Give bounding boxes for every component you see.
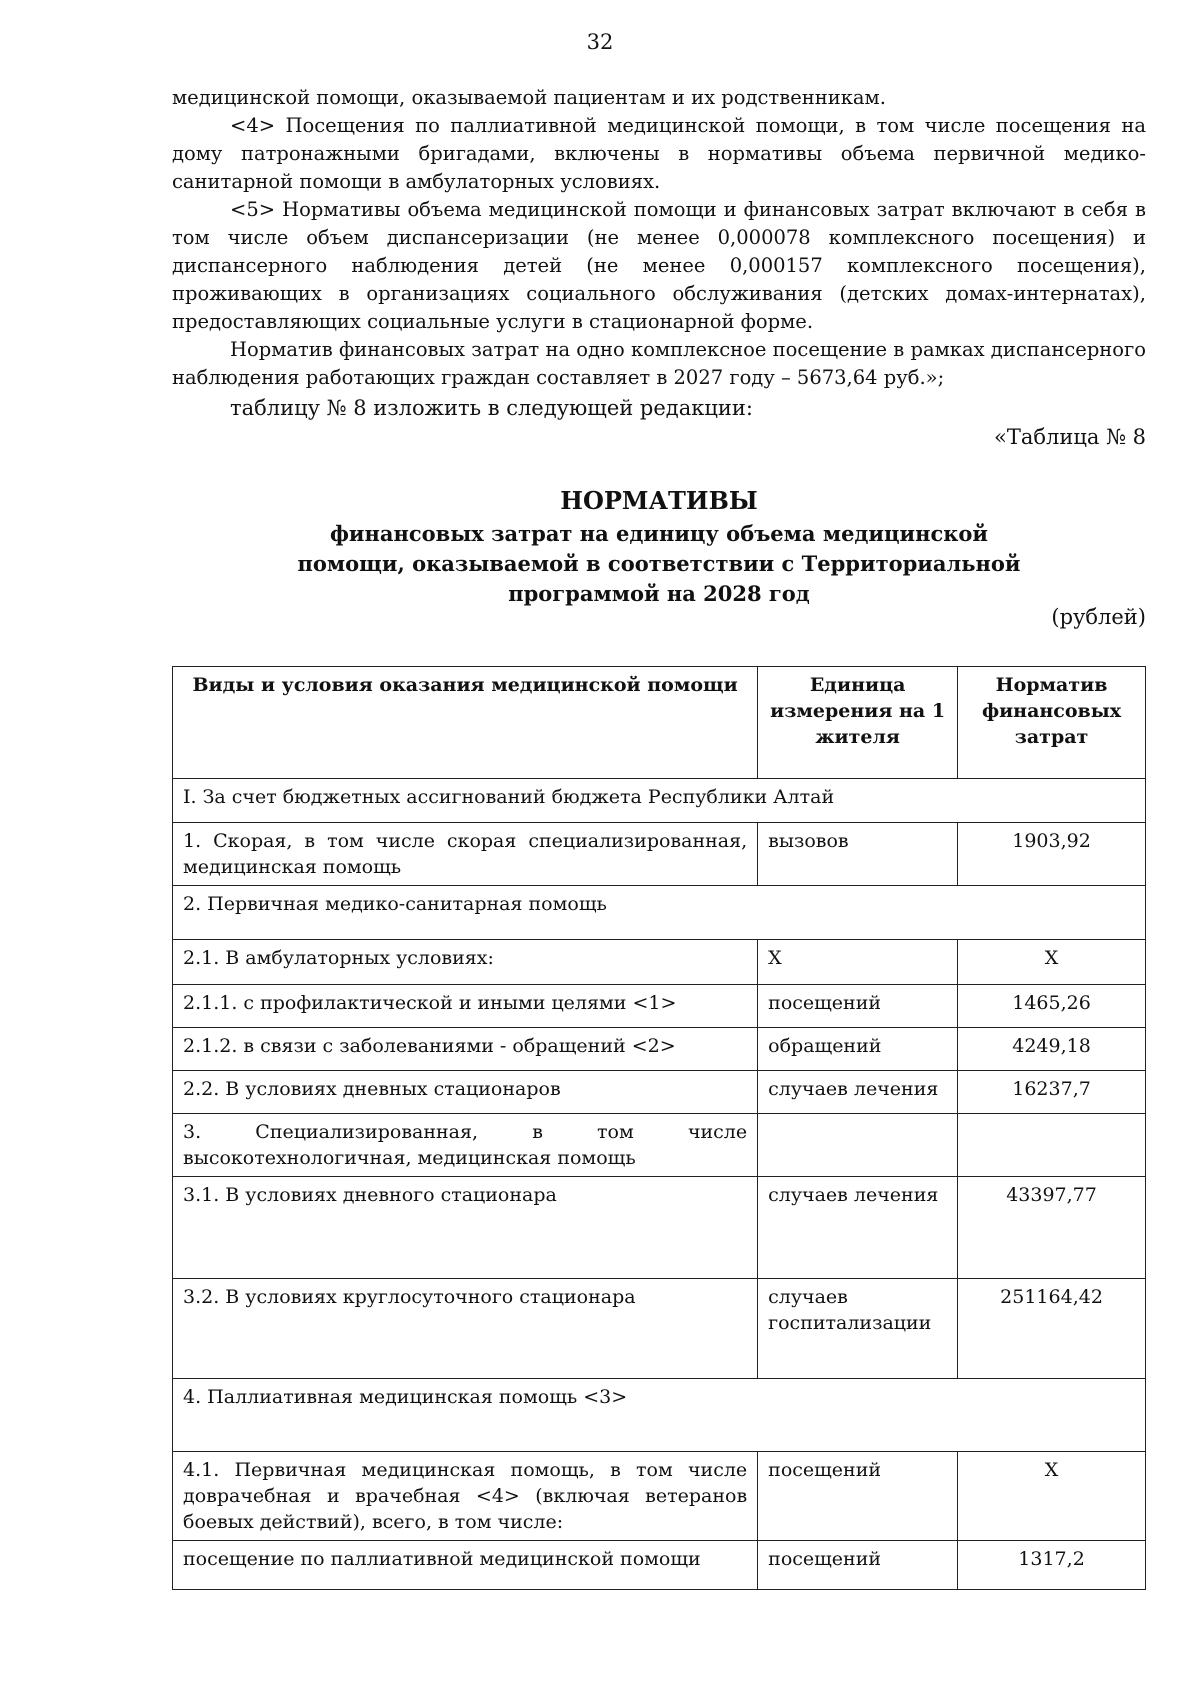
table-row	[173, 1114, 1146, 1177]
row-unit: случаев госпитализации	[758, 1279, 958, 1379]
paragraph-table-instruction: таблицу № 8 изложить в следующей редакции:	[230, 396, 753, 420]
document-subtitle	[172, 519, 1146, 609]
row-unit: вызовов	[758, 823, 958, 886]
row-unit: случаев лечения	[758, 1177, 958, 1279]
row-value	[958, 1114, 1146, 1177]
row-value: 43397,77	[958, 1177, 1146, 1279]
table-caption: «Таблица № 8	[994, 425, 1146, 449]
row-unit: посещений	[758, 985, 958, 1028]
body-text	[172, 84, 1146, 392]
row-label: 3.1. В условиях дневного стационара	[173, 1177, 758, 1279]
row-label-word: числе	[687, 1121, 748, 1143]
row-value: 4249,18	[958, 1028, 1146, 1071]
subtitle-line: помощи, оказываемой в соответствии с Территориальной	[297, 551, 1021, 576]
table-row	[173, 823, 1146, 886]
row-unit: посещений	[758, 1541, 958, 1590]
row-value: 1903,92	[958, 823, 1146, 886]
row-label	[173, 1114, 758, 1177]
subtitle-line: программой на 2028 год	[508, 581, 810, 606]
header-unit: Единица измерения на 1 жителя	[758, 667, 958, 779]
table-row	[173, 1279, 1146, 1379]
paragraph-1: медицинской помощи, оказываемой пациентам и их родственникам.	[172, 86, 886, 109]
row-label: 4.1. Первичная медицинская помощь, в том числе доврачебная и врачебная <4> (включая ветеранов боевых действий), всего, в том числе:	[173, 1452, 758, 1541]
paragraph-footnote-5: <5> Нормативы объема медицинской помощи и финансовых затрат включают в себя в том числе объем диспансеризации (не менее 0,000078 комплексного посещения) и диспансерного наблюдения детей (не менее 0,000157 комплексного посещения), проживающих в организациях социального обслуживания (детских домах-интернатах), предоставляющих социальные услуги в стационарной форме.	[172, 198, 1146, 333]
row-label: 2.1.2. в связи с заболеваниями - обращений <2>	[173, 1028, 758, 1071]
row-label: 2.2. В условиях дневных стационаров	[173, 1071, 758, 1114]
row-value: 251164,42	[958, 1279, 1146, 1379]
row-label-continuation: высокотехнологичная, медицинская помощь	[183, 1147, 636, 1169]
table-row	[173, 1071, 1146, 1114]
table-row	[173, 1452, 1146, 1541]
page-number: 32	[586, 30, 614, 54]
row-value: 1465,26	[958, 985, 1146, 1028]
row-unit: обращений	[758, 1028, 958, 1071]
paragraph-footnote-4: <4> Посещения по паллиативной медицинской помощи, в том числе посещения на дому патронажными бригадами, включены в нормативы объема первичной медико-санитарной помощи в амбулаторных условиях.	[172, 114, 1146, 193]
row-label-word: Специализированная,	[255, 1121, 479, 1143]
table-row	[173, 1177, 1146, 1279]
row-label-word: 3.	[183, 1121, 202, 1143]
table-row	[173, 940, 1146, 985]
row-label-word: в	[532, 1121, 543, 1143]
table-header-row	[173, 667, 1146, 779]
paragraph-norm-cost: Норматив финансовых затрат на одно комплексное посещение в рамках диспансерного наблюдения работающих граждан составляет в 2027 году – 5673,64 руб.»;	[172, 338, 1146, 389]
table-row	[173, 1028, 1146, 1071]
row-label-word: том	[597, 1121, 634, 1143]
units-label: (рублей)	[1051, 605, 1146, 629]
subtitle-line: финансовых затрат на единицу объема медицинской	[329, 521, 988, 546]
document-title: НОРМАТИВЫ	[560, 486, 758, 515]
row-unit: посещений	[758, 1452, 958, 1541]
section-label: 4. Паллиативная медицинская помощь <3>	[173, 1379, 1146, 1452]
row-unit: X	[758, 940, 958, 985]
norms-table	[172, 666, 1146, 1590]
row-label: 2.1. В амбулаторных условиях:	[173, 940, 758, 985]
amendment-instruction	[172, 394, 1146, 422]
section-label: 2. Первичная медико-санитарная помощь	[173, 886, 1146, 940]
row-label: 1. Скорая, в том числе скорая специализированная, медицинская помощь	[173, 823, 758, 886]
row-label: 3.2. В условиях круглосуточного стационара	[173, 1279, 758, 1379]
row-unit: случаев лечения	[758, 1071, 958, 1114]
header-care-type: Виды и условия оказания медицинской помощи	[173, 667, 758, 779]
row-value: X	[958, 1452, 1146, 1541]
table-row	[173, 985, 1146, 1028]
table-row	[173, 779, 1146, 823]
row-value: 1317,2	[958, 1541, 1146, 1590]
row-value: 16237,7	[958, 1071, 1146, 1114]
section-label: I. За счет бюджетных ассигнований бюджета Республики Алтай	[173, 779, 1146, 823]
row-label: посещение по паллиативной медицинской помощи	[173, 1541, 758, 1590]
table-row	[173, 886, 1146, 940]
row-value: X	[958, 940, 1146, 985]
header-norm: Норматив финансовых затрат	[958, 667, 1146, 779]
row-label: 2.1.1. с профилактической и иными целями <1>	[173, 985, 758, 1028]
table-row	[173, 1541, 1146, 1590]
table-row	[173, 1379, 1146, 1452]
row-unit	[758, 1114, 958, 1177]
